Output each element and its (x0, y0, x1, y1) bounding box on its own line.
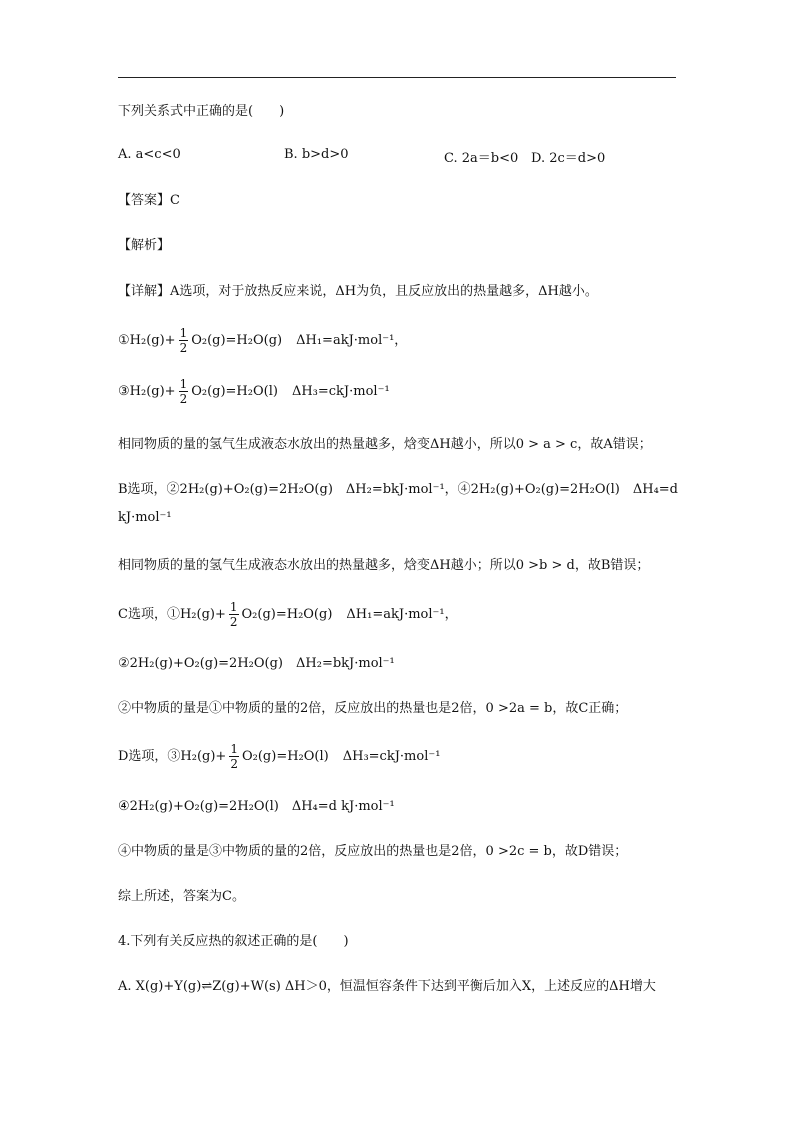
header-rule (118, 77, 676, 78)
summary: 综上所述，答案为C。 (118, 889, 245, 904)
equation-1-lhs: ①H₂(g)+ (118, 333, 176, 348)
option-d-equation-1-lhs: D选项，③H₂(g)+ (118, 749, 227, 764)
option-c: C. 2a＝b<0 (444, 151, 519, 166)
option-a: A. a<c<0 (118, 147, 181, 162)
option-d: D. 2c＝d>0 (531, 151, 606, 166)
option-b-equations-cont: kJ·mol⁻¹ (118, 510, 172, 525)
equation-3-lhs: ③H₂(g)+ (118, 384, 176, 399)
equation-1-dh: ΔH₁=akJ·mol⁻¹， (296, 333, 408, 348)
option-c-equation-1-dh: ΔH₁=akJ·mol⁻¹， (346, 607, 458, 622)
option-b: B. b>d>0 (284, 147, 349, 162)
conclusion-d: ④中物质的量是③中物质的量的2倍，反应放出的热量也是2倍，0 >2c = b，故D错误； (118, 844, 628, 859)
option-c-equation-1 (118, 600, 458, 629)
question-4-stem: 4.下列有关反应热的叙述正确的是( ) (118, 934, 349, 949)
fraction-half: $\frac{1}{2}$ (230, 742, 238, 771)
conclusion-a: 相同物质的量的氢气生成液态水放出的热量越多，焓变ΔH越小，所以0 > a > c，故A错误； (118, 437, 652, 452)
detail-text: 【详解】A选项，对于放热反应来说，ΔH为负，且反应放出的热量越多，ΔH越小。 (118, 284, 598, 299)
question-4-option-a: A. X(g)+Y(g)⇌Z(g)+W(s) ΔH＞0，恒温恒容条件下达到平衡后加入X，上述反应的ΔH增大 (118, 979, 656, 994)
equation-1-rhs: O₂(g)=H₂O(g) (191, 333, 283, 348)
option-b-equations: B选项，②2H₂(g)+O₂(g)=2H₂O(g) ΔH₂=bkJ·mol⁻¹，④2H₂(g)+O₂(g)=2H₂O(l) ΔH₄=d (118, 482, 678, 497)
fraction-half: $\frac{1}{2}$ (229, 600, 238, 629)
option-c-equation-1-rhs: O₂(g)=H₂O(g) (241, 607, 333, 622)
analysis-heading: 【解析】 (118, 238, 171, 253)
option-c-equation-1-lhs: C选项，①H₂(g)+ (118, 607, 226, 622)
option-c-equation-2: ②2H₂(g)+O₂(g)=2H₂O(g) ΔH₂=bkJ·mol⁻¹ (118, 656, 395, 671)
option-d-equation-2: ④2H₂(g)+O₂(g)=2H₂O(l) ΔH₄=d kJ·mol⁻¹ (118, 799, 395, 814)
conclusion-b: 相同物质的量的氢气生成液态水放出的热量越多，焓变ΔH越小；所以0 >b > d，故B错误； (118, 558, 650, 573)
option-d-equation-1-dh: ΔH₃=ckJ·mol⁻¹ (342, 749, 441, 764)
fraction-half: $\frac{1}{2}$ (179, 326, 188, 355)
question-stem: 下列关系式中正确的是( ) (118, 104, 285, 119)
option-d-equation-1 (118, 742, 440, 771)
equation-1 (118, 326, 407, 355)
equation-3-rhs: O₂(g)=H₂O(l) (191, 384, 278, 399)
answer-label: 【答案】C (118, 193, 180, 208)
equation-3 (118, 377, 390, 406)
equation-3-dh: ΔH₃=ckJ·mol⁻¹ (291, 384, 390, 399)
conclusion-c: ②中物质的量是①中物质的量的2倍，反应放出的热量也是2倍，0 >2a = b，故C正确； (118, 701, 628, 716)
fraction-half: $\frac{1}{2}$ (179, 377, 188, 406)
option-d-equation-1-rhs: O₂(g)=H₂O(l) (241, 749, 329, 764)
